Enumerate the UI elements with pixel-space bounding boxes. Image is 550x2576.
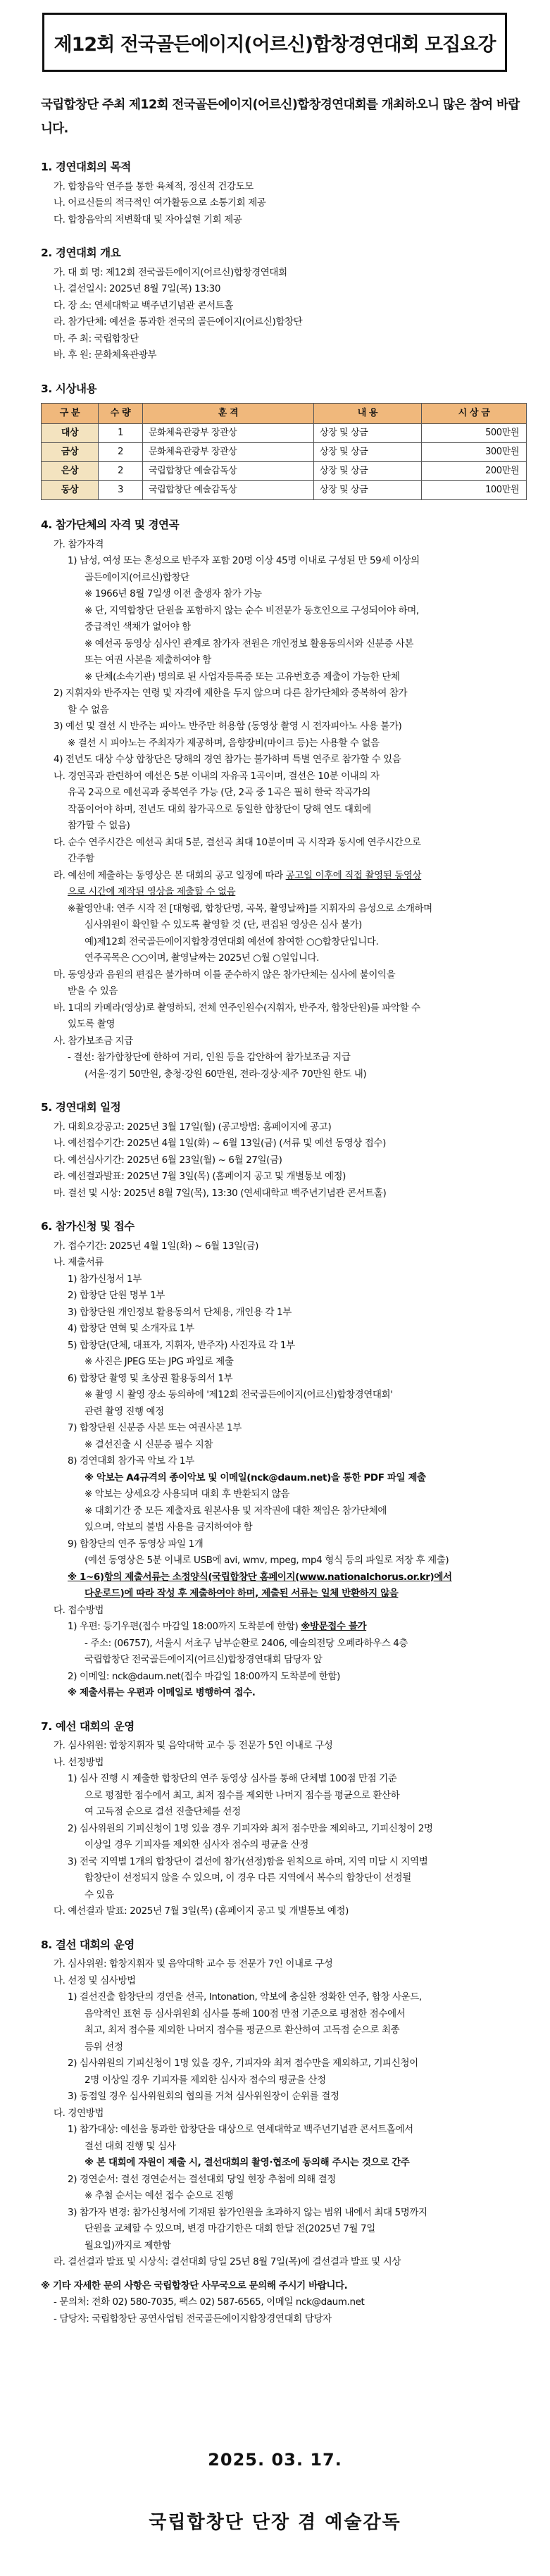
- prelim-line: 다. 예선결과 발표: 2025년 7월 3일(목) (홈페이지 공고 및 개별통보 예정): [54, 1905, 349, 1917]
- final-line: 1) 참가대상: 예선을 통과한 합창단을 대상으로 연세대학교 백주년기념관 콘서트홀에서: [68, 2124, 413, 2135]
- prelim-line: 으로 평점한 점수에서 최고, 최저 점수를 제외한 나머지 점수를 평균으로 환산하: [85, 1789, 400, 1801]
- page-title: 제12회 전국골든에이지(어르신)합창경연대회 모집요강: [42, 13, 507, 72]
- table-row: [42, 481, 527, 500]
- section-1-heading: 1. 경연대회의 목적: [41, 161, 131, 173]
- final-line: 3) 동점일 경우 심사위원회의 협의를 거쳐 심사위원장이 순위를 결정: [68, 2091, 339, 2102]
- method-address: - 주소: (06757), 서울시 서초구 남부순환로 2406, 예술의전당 오페라하우스 4층: [85, 1637, 408, 1649]
- section-8-heading: 8. 결선 대회의 운영: [41, 1938, 135, 1951]
- prelim-line: 나. 선정방법: [54, 1756, 104, 1768]
- camera-rule: 바. 1대의 카메라(영상)로 촬영하되, 전체 연주인원수(지휘자, 반주자, 합창단원)를 파악할 수: [54, 1002, 420, 1014]
- method-line: [41, 1619, 527, 1636]
- no-visit-note: ※방문접수 불가: [301, 1621, 367, 1632]
- eligibility-line: 3) 예선 및 결선 시 반주는 피아노 반주만 허용함 (동영상 촬영 시 전자피아노 사용 불가): [54, 721, 402, 732]
- eligibility-line: 2) 지휘자와 반주자는 연령 및 자격에 제한을 두지 않으며 다른 참가단체와 중복하여 참가: [54, 687, 408, 699]
- document-item: 6) 합창단 촬영 및 초상권 활용동의서 1부: [68, 1372, 233, 1384]
- prelim-line: 3) 전국 지역별 1개의 합창단이 결선에 참가(선정)함을 원칙으로 하며, 지역 미달 시 지역별: [68, 1855, 428, 1867]
- section-5-heading: 5. 경연대회 일정: [41, 1101, 121, 1114]
- document-note: ※ 결선진출 시 신분증 필수 지참: [85, 1438, 213, 1450]
- eligibility-note: ※ 예선곡 동영상 심사인 관계로 참가자 전원은 개인정보 활용동의서와 신분증 사본: [85, 637, 413, 649]
- filming-guide: 예)제12회 전국골든에이지합창경연대회 예선에 참여한 ○○합창단입니다.: [85, 935, 379, 947]
- table-row: [42, 443, 527, 462]
- prelim-line: 수 있음: [85, 1889, 114, 1900]
- document-item: 7) 합창단원 신분증 사본 또는 여권사본 1부: [68, 1422, 242, 1433]
- notice-body: [41, 159, 527, 2327]
- duration-line: 간주함: [68, 853, 94, 864]
- col-header-qty: 수 량: [99, 404, 143, 424]
- signature: 국립합창단 단장 겸 예술감독: [149, 2512, 401, 2533]
- section-2-heading: 2. 경연대회 개요: [41, 247, 121, 259]
- subsidy-line: - 결선: 참가합창단에 한하여 거리, 인원 등을 감안하여 참가보조금 지급: [68, 1052, 351, 1063]
- document-note: ※ 사진은 JPEG 또는 JPG 파일로 제출: [85, 1356, 234, 1367]
- awards-table: [41, 403, 527, 500]
- final-line: 단원을 교체할 수 있으며, 변경 마감기한은 대회 한달 전(2025년 7월 7일: [85, 2223, 375, 2234]
- document-item: 3) 합창단원 개인정보 활용동의서 단체용, 개인용 각 1부: [68, 1306, 292, 1318]
- video-rule-underlined: 으로 시간에 제작된 영상을 제출할 수 없음: [68, 886, 236, 897]
- cell-grade: 은상: [42, 462, 99, 481]
- cell-content: 상장 및 상금: [314, 443, 422, 462]
- final-note: ※ 추첨 순서는 예선 접수 순으로 진행: [85, 2190, 234, 2201]
- eligibility-note: ※ 1966년 8월 7일생 이전 출생자 참가 가능: [85, 588, 262, 599]
- video-rule-text: 라. 예선에 제출하는 동영상은 본 대회의 공고 일정에 따라: [54, 869, 286, 881]
- eligibility-line: 4) 전년도 대상 수상 합창단은 당해의 경연 참가는 불가하며 특별 연주로 참가할 수 있음: [54, 754, 401, 765]
- final-line: 2명 이상일 경우 기피자를 제외한 심사자 점수의 평균을 산정: [85, 2074, 326, 2086]
- cell-qty: 1: [99, 424, 143, 443]
- prelim-line: 2) 심사위원의 기피신청이 1명 있을 경우 기피자와 최저 점수만을 제외하고, 기피신청이 2명: [68, 1822, 433, 1834]
- final-line: 2) 심사위원의 기피신청이 1명 있을 경우, 기피자와 최저 점수만을 제외하고, 기피신청이: [68, 2058, 418, 2069]
- eligibility-line: 골든에이지(어르신)합창단: [85, 571, 189, 583]
- application-line: 가. 접수기간: 2025년 4월 1일(화) ~ 6월 13일(금): [54, 1240, 259, 1252]
- cell-prize: 300만원: [422, 443, 527, 462]
- documents-heading: 나. 제출서류: [54, 1257, 104, 1268]
- filming-guide: 심사위원이 확인할 수 있도록 촬영할 것 (단, 편집된 영상은 심사 불가): [85, 919, 362, 931]
- final-line: 음악적인 표현 등 심사위원회 심사를 통해 100점 만점 기준으로 평점한 점수에서: [85, 2008, 406, 2020]
- overview-item: 마. 주 최: 국립합창단: [54, 332, 139, 344]
- final-line: 다. 경연방법: [54, 2107, 104, 2119]
- document-note: 있으며, 악보의 불법 사용을 금지하여야 함: [85, 1522, 253, 1533]
- method-heading: 다. 접수방법: [54, 1604, 104, 1616]
- duration-line: 다. 순수 연주시간은 예선곡 최대 5분, 결선곡 최대 10분이며 곡 시작과 동시에 연주시간으로: [54, 836, 421, 848]
- cell-content: 상장 및 상금: [314, 481, 422, 500]
- schedule-item: 다. 예선심사기간: 2025년 6월 23일(월) ~ 6월 27일(금): [54, 1154, 282, 1166]
- submission-note: 다운로드)에 따라 작성 후 제출하여야 하며, 제출된 서류는 일체 반환하지 않음: [85, 1588, 399, 1599]
- prelim-line: 이상일 경우 기피자를 제외한 심사자 점수의 평균을 산정: [85, 1839, 308, 1850]
- final-line: 나. 선정 및 심사방법: [54, 1974, 136, 1986]
- cell-qty: 2: [99, 462, 143, 481]
- awards-header-row: [42, 404, 527, 424]
- eligibility-heading: 가. 참가자격: [54, 538, 104, 550]
- method-email: 2) 이메일: nck@daum.net(접수 마감일 18:00까지 도착분에 한함): [68, 1670, 340, 1682]
- document-note: ※ 촬영 시 촬영 장소 동의하에 '제12회 전국골든에이지(어르신)합창경연대회': [85, 1389, 393, 1400]
- editing-rule: 마. 동영상과 음원의 편집은 불가하며 이를 준수하지 않은 참가단체는 심사에 불이익을: [54, 969, 396, 981]
- overview-item: 다. 장 소: 연세대학교 백주년기념관 콘서트홀: [54, 299, 234, 311]
- method-address: 국립합창단 전국골든에이지(어르신)합창경연대회 담당자 앞: [85, 1654, 323, 1665]
- final-line: 최고, 최저 점수를 제외한 나머지 점수를 평균으로 환산하여 고득점 순으로 최종: [85, 2024, 400, 2036]
- subsidy-line: (서울·경기 50만원, 충청·강원 60만원, 전라·경상·제주 70만원 한도 내): [85, 1068, 367, 1080]
- submission-note: ※ 1~6)항의 제출서류는 소정양식(국립합창단 홈페이지(www.nationalchorus.or.kr)에서: [68, 1571, 452, 1583]
- overview-item: 가. 대 회 명: 제12회 전국골든에이지(어르신)합창경연대회: [54, 266, 287, 278]
- cell-grade: 금상: [42, 443, 99, 462]
- section-6-heading: 6. 참가신청 및 접수: [41, 1220, 135, 1233]
- eligibility-line: 1) 남성, 여성 또는 혼성으로 반주자 포함 20명 이상 45명 이내로 구성된 만 59세 이상의: [68, 555, 420, 566]
- document-item: 5) 합창단(단체, 대표자, 지휘자, 반주자) 사진자료 각 1부: [68, 1339, 295, 1351]
- final-line: 3) 참가자 변경: 참가신청서에 기재된 참가인원을 초과하지 않는 범위 내에서 최대 5명까지: [68, 2206, 427, 2218]
- eligibility-note: ※ 결선 시 피아노는 주최자가 제공하며, 음향장비(마이크 등)는 사용할 수 없음: [68, 737, 380, 749]
- cell-grade: 대상: [42, 424, 99, 443]
- final-line: 가. 심사위원: 합창지휘자 및 음악대학 교수 등 전문가 7인 이내로 구성: [54, 1958, 333, 1970]
- eligibility-note: 중급적인 색채가 없어야 함: [85, 621, 191, 633]
- prelim-line: 가. 심사위원: 합창지휘자 및 음악대학 교수 등 전문가 5인 이내로 구성: [54, 1740, 333, 1751]
- section-3-heading: 3. 시상내용: [41, 382, 97, 395]
- document-note: (예선 동영상은 5분 이내로 USB에 avi, wmv, mpeg, mp4 형식 등의 파일로 저장 후 제출): [85, 1555, 449, 1566]
- cell-honor: 국립합창단 예술감독상: [143, 481, 314, 500]
- cell-prize: 500만원: [422, 424, 527, 443]
- editing-rule: 받을 수 있음: [68, 985, 118, 997]
- document-note: ※ 악보는 상세요강 사용되며 대회 후 반환되지 않음: [85, 1488, 289, 1500]
- issue-date: 2025. 03. 17.: [208, 2450, 342, 2470]
- cell-honor: 문화체육관광부 장관상: [143, 443, 314, 462]
- cell-content: 상장 및 상금: [314, 462, 422, 481]
- filming-guide: 연주곡목은 ○○이며, 촬영날짜는 2025년 ○월 ○일입니다.: [85, 952, 320, 964]
- final-line: 월요일)까지로 제한함: [85, 2239, 171, 2251]
- filming-guide: ※촬영안내: 연주 시작 전 [대형랩, 합창단명, 곡목, 촬영날짜]를 지휘자의 음성으로 소개하며: [68, 902, 432, 914]
- col-header-prize: 시 상 금: [422, 404, 527, 424]
- table-row: [42, 424, 527, 443]
- contact-line: - 문의처: 전화 02) 580-7035, 팩스 02) 587-6565, 이메일 nck@daum.net: [54, 2296, 365, 2308]
- video-rule-underlined: 공고일 이후에 직접 촬영된 동영상: [285, 869, 422, 881]
- purpose-item: 나. 어르신들의 적극적인 여가활동으로 소통기회 제공: [54, 197, 266, 209]
- document-item: 8) 경연대회 참가곡 악보 각 1부: [68, 1455, 194, 1467]
- final-note: ※ 본 대회에 자원이 제출 시, 결선대회의 촬영·협조에 동의해 주시는 것으로 간주: [85, 2157, 410, 2168]
- cell-prize: 200만원: [422, 462, 527, 481]
- eligibility-note: ※ 단, 지역합창단 단원을 포함하지 않는 순수 비전문가 동호인으로 구성되어야 하며,: [85, 604, 419, 616]
- document-item: 2) 합창단 단원 명부 1부: [68, 1290, 165, 1301]
- col-header-content: 내 용: [314, 404, 422, 424]
- cell-prize: 100만원: [422, 481, 527, 500]
- method-note: ※ 제출서류는 우편과 이메일로 병행하여 접수.: [68, 1687, 256, 1698]
- final-line: 2) 경연순서: 결선 경연순서는 결선대회 당일 현장 추첨에 의해 결정: [68, 2173, 336, 2185]
- document-note: ※ 대회기간 중 모든 제출자료 원본사용 및 저작권에 대한 책임은 참가단체에: [85, 1505, 387, 1517]
- contact-line: - 담당자: 국립합창단 공연사업팀 전국골든에이지합창경연대회 담당자: [54, 2313, 332, 2325]
- document-note: 관련 촬영 진행 예정: [85, 1405, 164, 1417]
- eligibility-note: ※ 단체(소속기관) 명의로 된 사업자등록증 또는 고유번호증 제출이 가능한 단체: [85, 671, 400, 683]
- purpose-item: 가. 합창음악 연주를 통한 육체적, 정신적 건강도모: [54, 180, 254, 192]
- final-line: 라. 결선결과 발표 및 시상식: 결선대회 당일 25년 8월 7일(목)에 결선결과 발표 및 시상: [54, 2256, 401, 2267]
- repertoire-line: 참가할 수 없음): [68, 820, 130, 831]
- repertoire-line: 나. 경연곡과 관련하여 예선은 5분 이내의 자유곡 1곡이며, 결선은 10분 이내의 자: [54, 770, 380, 782]
- cell-content: 상장 및 상금: [314, 424, 422, 443]
- col-header-grade: 구 분: [42, 404, 99, 424]
- section-4-heading: 4. 참가단체의 자격 및 경연곡: [41, 518, 180, 531]
- repertoire-line: 유곡 2곡으로 예선곡과 중복연주 가능 (단, 2곡 중 1곡은 필히 한국 작곡가의: [68, 787, 371, 798]
- eligibility-note: 또는 여권 사본을 제출하여야 함: [85, 654, 211, 666]
- document-item: 1) 참가신청서 1부: [68, 1273, 142, 1285]
- overview-item: 바. 후 원: 문화체육관광부: [54, 349, 157, 361]
- cell-qty: 2: [99, 443, 143, 462]
- document-note: ※ 악보는 A4규격의 종이악보 및 이메일(nck@daum.net)을 통한 PDF 파일 제출: [85, 1471, 426, 1483]
- prelim-line: 1) 심사 진행 시 제출한 합창단의 연주 동영상 심사를 통해 단체별 100점 만점 기준: [68, 1773, 397, 1784]
- camera-rule: 있도록 촬영: [68, 1019, 115, 1030]
- video-rule-line: [41, 868, 527, 885]
- prelim-line: 합창단이 선정되지 않을 수 있으며, 이 경우 다른 지역에서 복수의 합창단이 선정될: [85, 1872, 411, 1884]
- overview-item: 라. 참가단체: 예선을 통과한 전국의 골든에이지(어르신)합창단: [54, 316, 303, 328]
- final-line: 1) 결선진출 합창단의 경연을 선곡, Intonation, 악보에 충실한 정확한 연주, 합창 사운드,: [68, 1991, 422, 2003]
- section-7-heading: 7. 예선 대회의 운영: [41, 1719, 135, 1733]
- cell-qty: 3: [99, 481, 143, 500]
- schedule-item: 마. 결선 및 시상: 2025년 8월 7일(목), 13:30 (연세대학교 백주년기념관 콘서트홀): [54, 1187, 387, 1199]
- method-mail: 1) 우편: 등기우편(접수 마감일 18:00까지 도착분에 한함): [68, 1621, 299, 1632]
- repertoire-line: 작품이어야 하며, 전년도 대회 참가곡으로 동일한 합창단이 당해 연도 대회에: [68, 803, 371, 815]
- overview-item: 나. 결선일시: 2025년 8월 7일(목) 13:30: [54, 283, 221, 294]
- contact-note: ※ 기타 자세한 문의 사항은 국립합창단 사무국으로 문의해 주시기 바랍니다.: [41, 2279, 348, 2291]
- subsidy-heading: 사. 참가보조금 지급: [54, 1035, 133, 1047]
- prelim-line: 여 고득점 순으로 결선 진출단체를 선정: [85, 1806, 241, 1817]
- schedule-item: 나. 예선접수기간: 2025년 4월 1일(화) ~ 6월 13일(금) (서류 및 예선 동영상 접수): [54, 1138, 386, 1149]
- document-item: 9) 합창단의 연주 동영상 파일 1개: [68, 1538, 204, 1550]
- cell-honor: 국립합창단 예술감독상: [143, 462, 314, 481]
- intro-text: 국립합창단 주최 제12회 전국골든에이지(어르신)합창경연대회를 개최하오니 많은 참여 바랍니다.: [41, 98, 520, 136]
- table-row: [42, 462, 527, 481]
- purpose-item: 다. 합창음악의 저변확대 및 자아실현 기회 제공: [54, 213, 242, 225]
- cell-grade: 동상: [42, 481, 99, 500]
- final-line: 결선 대회 진행 및 심사: [85, 2140, 176, 2152]
- final-line: 등위 선정: [85, 2041, 123, 2053]
- schedule-item: 가. 대회요강공고: 2025년 3월 17일(월) (공고방법: 홈페이지에 공고): [54, 1121, 332, 1133]
- document-item: 4) 합창단 연혁 및 소개자료 1부: [68, 1323, 194, 1334]
- eligibility-line: 할 수 없음: [68, 704, 109, 716]
- schedule-item: 라. 예선결과발표: 2025년 7월 3일(목) (홈페이지 공고 및 개별통보 예정): [54, 1171, 346, 1182]
- cell-honor: 문화체육관광부 장관상: [143, 424, 314, 443]
- col-header-honor: 훈 격: [143, 404, 314, 424]
